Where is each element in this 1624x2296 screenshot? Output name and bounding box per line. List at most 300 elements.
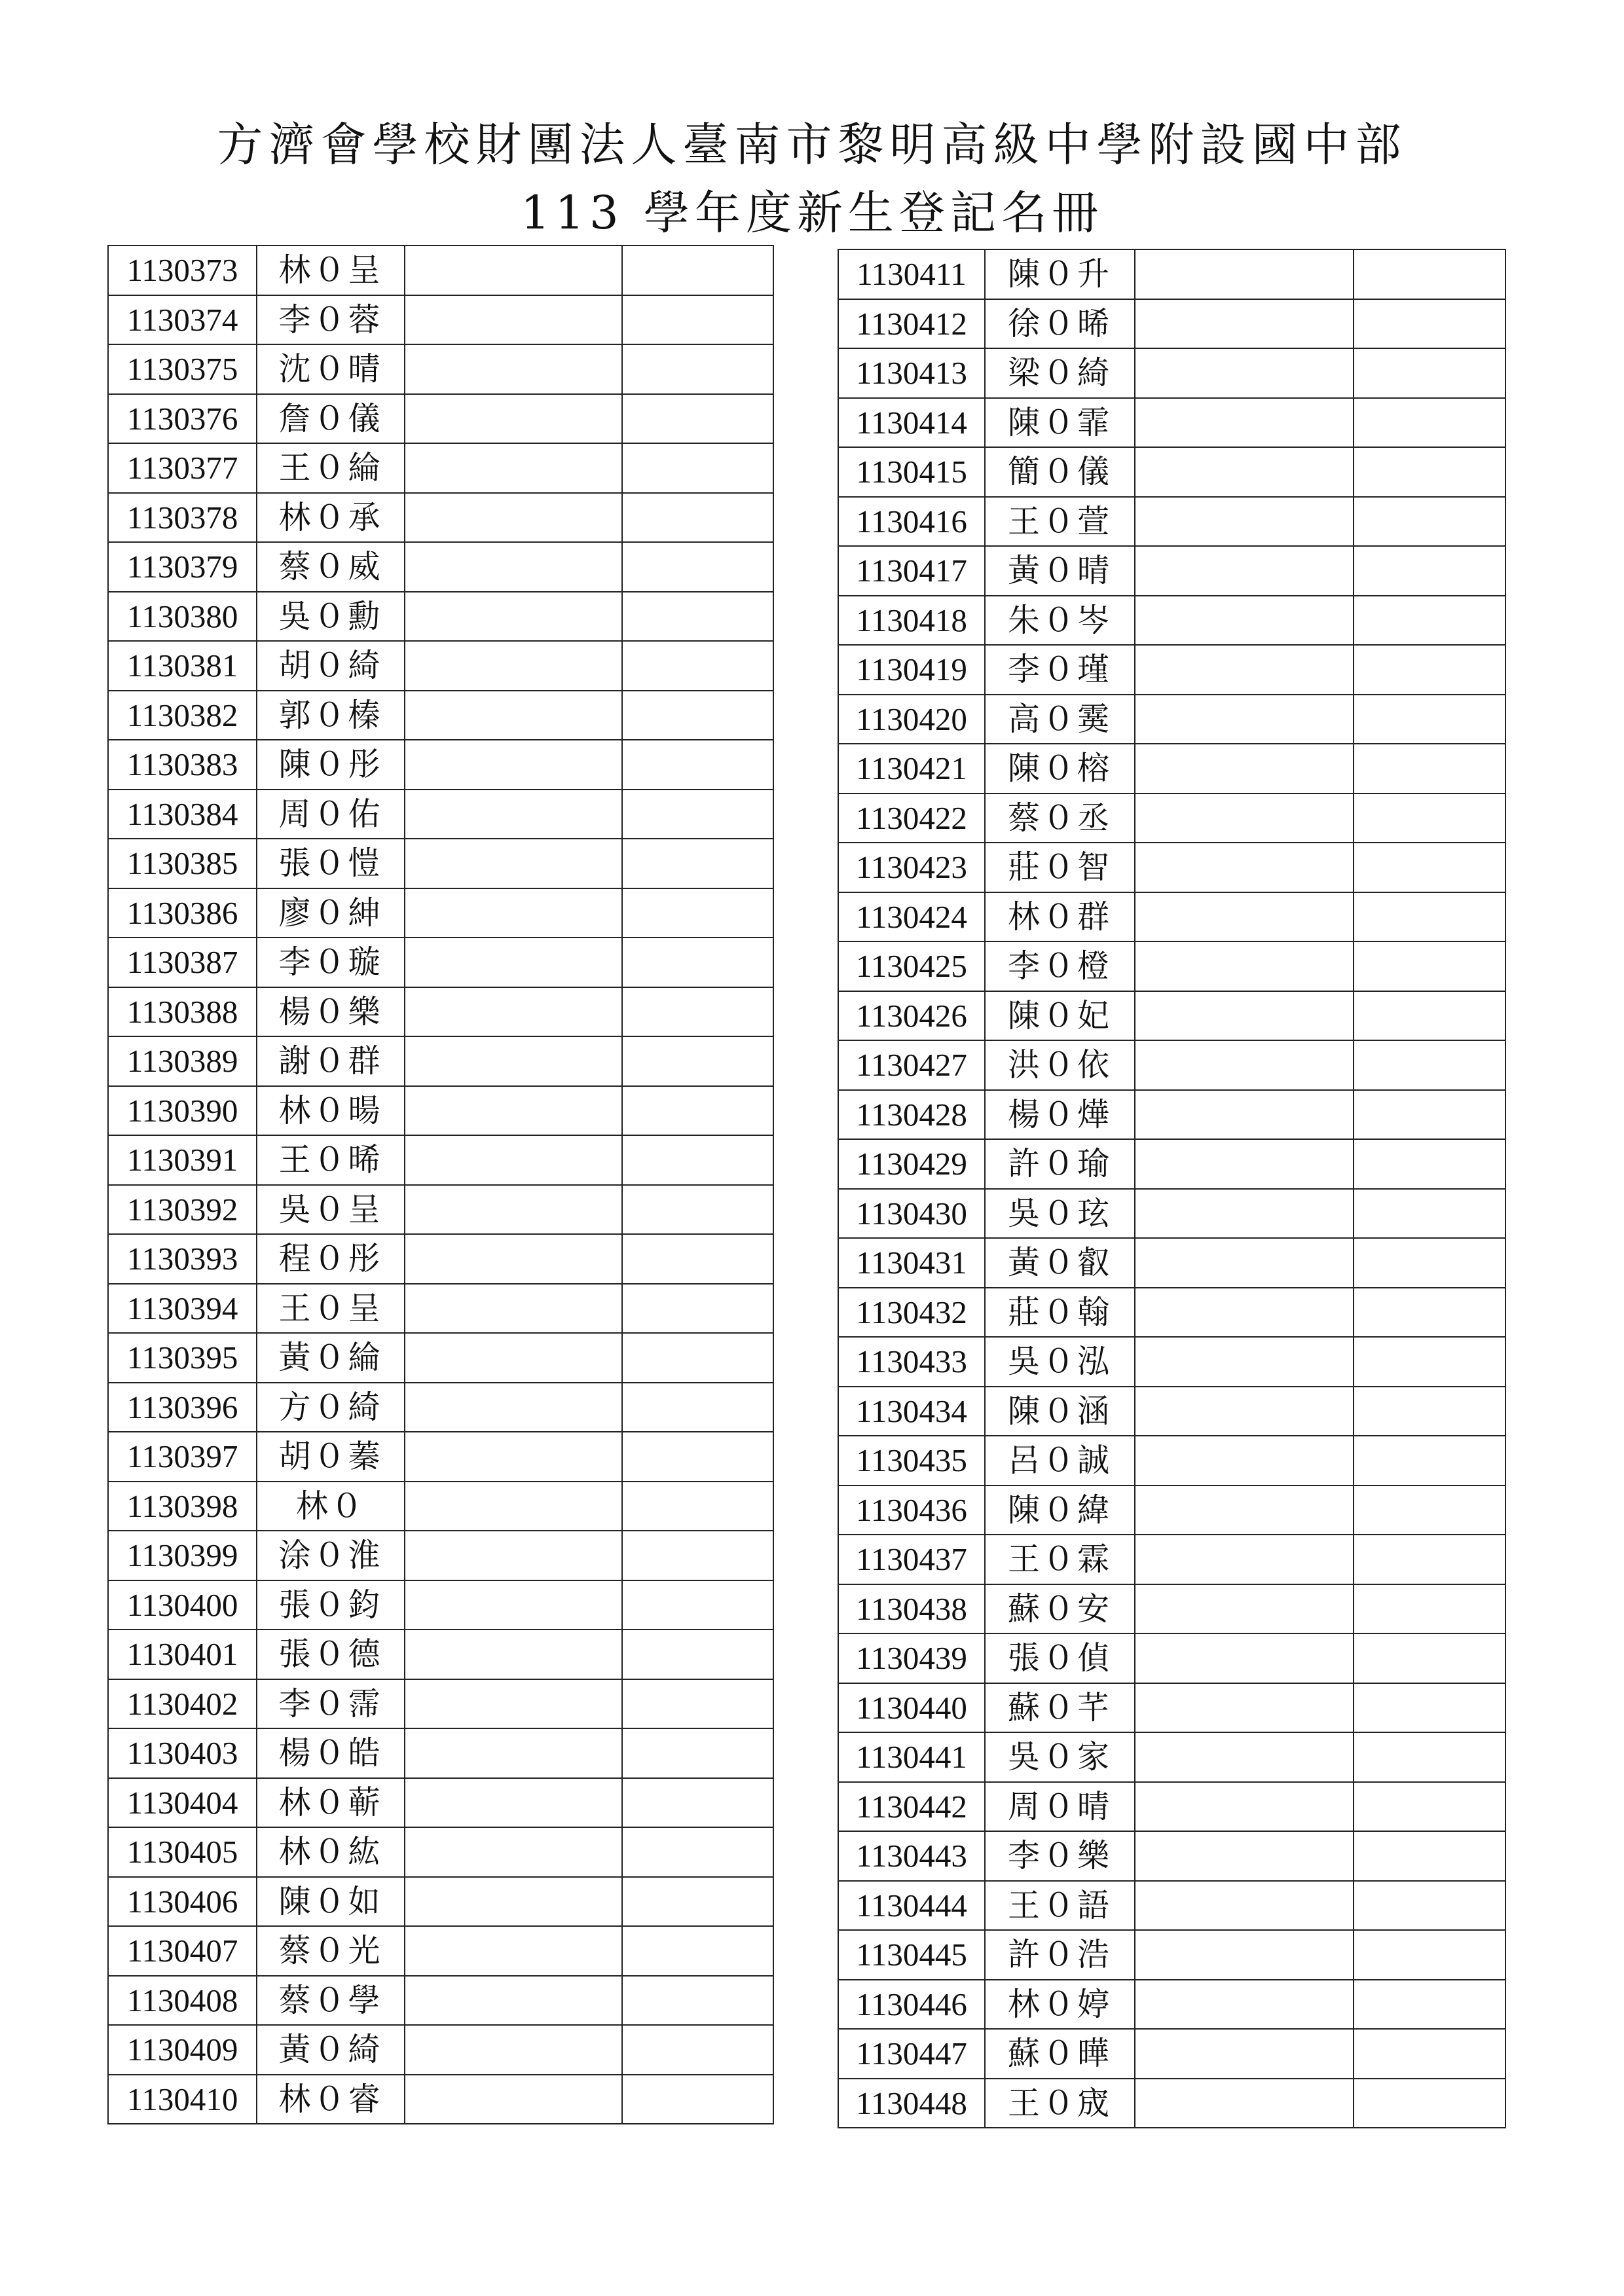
blank-cell: [1135, 546, 1354, 596]
blank-cell: [1354, 1881, 1505, 1931]
table-row: [838, 1732, 1505, 1782]
blank-cell: [622, 691, 773, 740]
student-id-cell: 1130433: [838, 1337, 985, 1387]
student-id-cell: 1130439: [838, 1633, 985, 1683]
student-id-cell: 1130445: [838, 1930, 985, 1980]
table-row: [108, 2075, 773, 2124]
student-id-cell: 1130434: [838, 1387, 985, 1436]
blank-cell: [405, 1284, 622, 1334]
blank-cell: [622, 246, 773, 295]
blank-cell: [1135, 398, 1354, 448]
student-name-cell: 呂０誠: [985, 1436, 1135, 1485]
roster-table-right: [838, 249, 1506, 2128]
student-id-cell: 1130390: [108, 1086, 257, 1136]
student-id-cell: 1130411: [838, 249, 985, 299]
blank-cell: [1354, 1288, 1505, 1338]
blank-cell: [1354, 1189, 1505, 1239]
blank-cell: [622, 888, 773, 938]
table-row: [838, 497, 1505, 547]
student-name-cell: 胡０綺: [257, 641, 405, 691]
student-name-cell: 蘇０曄: [985, 2029, 1135, 2079]
blank-cell: [622, 1432, 773, 1482]
table-row: [838, 1337, 1505, 1387]
student-name-cell: 王０萱: [985, 497, 1135, 547]
table-row: [108, 1333, 773, 1383]
table-row: [838, 1387, 1505, 1436]
student-id-cell: 1130376: [108, 394, 257, 444]
student-id-cell: 1130394: [108, 1284, 257, 1334]
student-name-cell: 吳０玹: [985, 1189, 1135, 1239]
table-row: [838, 1040, 1505, 1090]
table-row: [838, 398, 1505, 448]
table-row: [108, 1827, 773, 1877]
student-id-cell: 1130395: [108, 1333, 257, 1383]
student-name-cell: 楊０樂: [257, 987, 405, 1037]
table-row: [838, 1633, 1505, 1683]
student-name-cell: 王０語: [985, 1881, 1135, 1931]
blank-cell: [405, 295, 622, 345]
student-name-cell: 吳０泓: [985, 1337, 1135, 1387]
blank-cell: [622, 938, 773, 987]
table-row: [108, 888, 773, 938]
blank-cell: [1354, 1683, 1505, 1733]
blank-cell: [405, 938, 622, 987]
table-row: [108, 740, 773, 790]
student-id-cell: 1130383: [108, 740, 257, 790]
blank-cell: [622, 1531, 773, 1580]
blank-cell: [405, 1728, 622, 1778]
student-id-cell: 1130413: [838, 348, 985, 398]
student-name-cell: 謝０群: [257, 1036, 405, 1086]
blank-cell: [405, 1976, 622, 2026]
blank-cell: [1354, 1337, 1505, 1387]
student-id-cell: 1130399: [108, 1531, 257, 1580]
blank-cell: [1135, 299, 1354, 349]
student-id-cell: 1130393: [108, 1234, 257, 1284]
student-name-cell: 張０愷: [257, 839, 405, 888]
blank-cell: [622, 1827, 773, 1877]
blank-cell: [622, 1728, 773, 1778]
student-id-cell: 1130377: [108, 443, 257, 493]
table-row: [108, 691, 773, 740]
table-row: [838, 695, 1505, 744]
roster-table-left: [107, 245, 774, 2124]
table-row: [108, 592, 773, 642]
table-row: [108, 394, 773, 444]
student-id-cell: 1130391: [108, 1135, 257, 1185]
table-row: [108, 641, 773, 691]
blank-cell: [405, 1778, 622, 1828]
blank-cell: [1135, 348, 1354, 398]
blank-cell: [405, 888, 622, 938]
blank-cell: [405, 2075, 622, 2124]
blank-cell: [1354, 546, 1505, 596]
blank-cell: [1354, 1436, 1505, 1485]
table-row: [838, 249, 1505, 299]
blank-cell: [622, 1333, 773, 1383]
student-name-cell: 李０樂: [985, 1831, 1135, 1881]
student-id-cell: 1130373: [108, 246, 257, 295]
blank-cell: [622, 394, 773, 444]
student-id-cell: 1130437: [838, 1535, 985, 1584]
student-name-cell: 涂０淮: [257, 1531, 405, 1580]
blank-cell: [1135, 1831, 1354, 1881]
blank-cell: [1354, 892, 1505, 942]
student-name-cell: 張０偵: [985, 1633, 1135, 1683]
student-name-cell: 陳０妃: [985, 991, 1135, 1041]
student-name-cell: 陳０緯: [985, 1485, 1135, 1535]
blank-cell: [1354, 1930, 1505, 1980]
table-row: [838, 2029, 1505, 2079]
blank-cell: [622, 592, 773, 642]
student-name-cell: 林０群: [985, 892, 1135, 942]
blank-cell: [1135, 1189, 1354, 1239]
blank-cell: [1354, 447, 1505, 497]
student-id-cell: 1130417: [838, 546, 985, 596]
blank-cell: [1354, 1040, 1505, 1090]
blank-cell: [1354, 1732, 1505, 1782]
table-row: [838, 1782, 1505, 1832]
blank-cell: [405, 987, 622, 1037]
table-row: [838, 546, 1505, 596]
student-name-cell: 李０蓉: [257, 295, 405, 345]
student-id-cell: 1130416: [838, 497, 985, 547]
blank-cell: [622, 641, 773, 691]
student-name-cell: 張０德: [257, 1630, 405, 1679]
blank-cell: [622, 443, 773, 493]
student-id-cell: 1130406: [108, 1877, 257, 1927]
blank-cell: [1135, 1387, 1354, 1436]
table-row: [838, 1980, 1505, 2030]
table-row: [108, 1234, 773, 1284]
table-row: [108, 1976, 773, 2026]
student-id-cell: 1130408: [108, 1976, 257, 2026]
table-row: [838, 299, 1505, 349]
student-name-cell: 林０睿: [257, 2075, 405, 2124]
blank-cell: [1354, 1535, 1505, 1584]
student-name-cell: 李０瑾: [985, 645, 1135, 695]
student-name-cell: 陳０霏: [985, 398, 1135, 448]
blank-cell: [1354, 1090, 1505, 1140]
blank-cell: [1135, 1485, 1354, 1535]
blank-cell: [1354, 941, 1505, 991]
table-row: [108, 1531, 773, 1580]
blank-cell: [1354, 596, 1505, 646]
student-id-cell: 1130443: [838, 1831, 985, 1881]
student-id-cell: 1130397: [108, 1432, 257, 1482]
student-id-cell: 1130423: [838, 843, 985, 892]
blank-cell: [405, 592, 622, 642]
blank-cell: [1135, 1584, 1354, 1634]
table-row: [838, 1584, 1505, 1634]
blank-cell: [1354, 1238, 1505, 1288]
table-row: [838, 1189, 1505, 1239]
table-row: [108, 493, 773, 543]
student-id-cell: 1130440: [838, 1683, 985, 1733]
student-name-cell: 吳０呈: [257, 1185, 405, 1235]
student-name-cell: 莊０翰: [985, 1288, 1135, 1338]
blank-cell: [405, 1086, 622, 1136]
blank-cell: [1135, 1881, 1354, 1931]
blank-cell: [1135, 1090, 1354, 1140]
blank-cell: [1354, 1980, 1505, 2030]
blank-cell: [1135, 645, 1354, 695]
student-name-cell: 許０浩: [985, 1930, 1135, 1980]
table-row: [108, 1482, 773, 1531]
blank-cell: [1135, 1930, 1354, 1980]
student-id-cell: 1130378: [108, 493, 257, 543]
blank-cell: [1135, 497, 1354, 547]
table-row: [838, 1139, 1505, 1189]
table-row: [108, 987, 773, 1037]
table-row: [838, 1090, 1505, 1140]
student-id-cell: 1130409: [108, 2025, 257, 2075]
blank-cell: [622, 493, 773, 543]
student-id-cell: 1130441: [838, 1732, 985, 1782]
student-name-cell: 蘇０安: [985, 1584, 1135, 1634]
table-row: [838, 892, 1505, 942]
student-id-cell: 1130415: [838, 447, 985, 497]
blank-cell: [405, 1135, 622, 1185]
student-id-cell: 1130388: [108, 987, 257, 1037]
student-id-cell: 1130438: [838, 1584, 985, 1634]
blank-cell: [1354, 1831, 1505, 1881]
student-name-cell: 王０宬: [985, 2079, 1135, 2128]
student-id-cell: 1130448: [838, 2079, 985, 2128]
blank-cell: [622, 542, 773, 592]
table-row: [108, 938, 773, 987]
blank-cell: [405, 641, 622, 691]
blank-cell: [405, 1877, 622, 1927]
blank-cell: [1135, 695, 1354, 744]
table-row: [108, 1185, 773, 1235]
student-id-cell: 1130380: [108, 592, 257, 642]
student-name-cell: 楊０燁: [985, 1090, 1135, 1140]
blank-cell: [405, 1482, 622, 1531]
blank-cell: [405, 542, 622, 592]
blank-cell: [405, 1432, 622, 1482]
blank-cell: [1135, 1238, 1354, 1288]
table-row: [108, 1036, 773, 1086]
student-name-cell: 黃０綺: [257, 2025, 405, 2075]
student-name-cell: 周０佑: [257, 790, 405, 839]
table-row: [108, 1086, 773, 1136]
blank-cell: [1135, 2079, 1354, 2128]
blank-cell: [622, 344, 773, 394]
student-name-cell: 林０蕲: [257, 1778, 405, 1828]
student-name-cell: 廖０紳: [257, 888, 405, 938]
student-name-cell: 李０璇: [257, 938, 405, 987]
student-name-cell: 蔡０丞: [985, 793, 1135, 843]
student-id-cell: 1130387: [108, 938, 257, 987]
student-id-cell: 1130436: [838, 1485, 985, 1535]
blank-cell: [1135, 1040, 1354, 1090]
table-row: [108, 1926, 773, 1976]
blank-cell: [622, 2025, 773, 2075]
blank-cell: [1354, 2079, 1505, 2128]
roster-table-right-body: [838, 249, 1505, 2128]
table-row: [838, 1288, 1505, 1338]
table-row: [838, 1831, 1505, 1881]
student-id-cell: 1130396: [108, 1383, 257, 1432]
student-name-cell: 黃０晴: [985, 546, 1135, 596]
table-row: [838, 793, 1505, 843]
student-name-cell: 王０呈: [257, 1284, 405, 1334]
student-id-cell: 1130386: [108, 888, 257, 938]
blank-cell: [1354, 645, 1505, 695]
student-id-cell: 1130425: [838, 941, 985, 991]
student-name-cell: 程０彤: [257, 1234, 405, 1284]
student-id-cell: 1130392: [108, 1185, 257, 1235]
blank-cell: [622, 1976, 773, 2026]
table-row: [838, 1485, 1505, 1535]
table-row: [838, 744, 1505, 793]
blank-cell: [1135, 744, 1354, 793]
blank-cell: [1354, 299, 1505, 349]
blank-cell: [1135, 793, 1354, 843]
blank-cell: [405, 1383, 622, 1432]
table-row: [108, 2025, 773, 2075]
blank-cell: [1354, 793, 1505, 843]
student-name-cell: 詹０儀: [257, 394, 405, 444]
table-row: [838, 596, 1505, 646]
blank-cell: [622, 987, 773, 1037]
blank-cell: [405, 1630, 622, 1679]
blank-cell: [622, 1679, 773, 1729]
student-name-cell: 王０霖: [985, 1535, 1135, 1584]
student-name-cell: 方０綺: [257, 1383, 405, 1432]
blank-cell: [1354, 1387, 1505, 1436]
blank-cell: [1354, 1633, 1505, 1683]
table-row: [108, 790, 773, 839]
student-name-cell: 洪０依: [985, 1040, 1135, 1090]
student-name-cell: 李０霈: [257, 1679, 405, 1729]
student-id-cell: 1130435: [838, 1436, 985, 1485]
student-id-cell: 1130426: [838, 991, 985, 1041]
student-name-cell: 陳０彤: [257, 740, 405, 790]
student-id-cell: 1130447: [838, 2029, 985, 2079]
blank-cell: [405, 691, 622, 740]
blank-cell: [622, 1482, 773, 1531]
table-row: [838, 843, 1505, 892]
blank-cell: [1354, 1485, 1505, 1535]
table-row: [838, 447, 1505, 497]
student-name-cell: 楊０皓: [257, 1728, 405, 1778]
student-id-cell: 1130414: [838, 398, 985, 448]
student-id-cell: 1130429: [838, 1139, 985, 1189]
student-id-cell: 1130427: [838, 1040, 985, 1090]
blank-cell: [622, 1135, 773, 1185]
table-row: [838, 1535, 1505, 1584]
table-row: [108, 1728, 773, 1778]
blank-cell: [1135, 1535, 1354, 1584]
table-row: [838, 1930, 1505, 1980]
student-id-cell: 1130431: [838, 1238, 985, 1288]
blank-cell: [622, 839, 773, 888]
student-name-cell: 胡０蓁: [257, 1432, 405, 1482]
table-row: [108, 246, 773, 295]
table-row: [838, 1881, 1505, 1931]
blank-cell: [405, 839, 622, 888]
blank-cell: [1135, 892, 1354, 942]
document-subtitle: 113 學年度新生登記名冊: [521, 186, 1103, 240]
student-id-cell: 1130375: [108, 344, 257, 394]
student-id-cell: 1130418: [838, 596, 985, 646]
student-name-cell: 李０橙: [985, 941, 1135, 991]
table-row: [108, 1630, 773, 1679]
blank-cell: [1354, 991, 1505, 1041]
blank-cell: [622, 1036, 773, 1086]
blank-cell: [622, 295, 773, 345]
blank-cell: [405, 1531, 622, 1580]
student-name-cell: 梁０綺: [985, 348, 1135, 398]
student-id-cell: 1130432: [838, 1288, 985, 1338]
student-id-cell: 1130422: [838, 793, 985, 843]
student-name-cell: 蔡０光: [257, 1926, 405, 1976]
table-row: [838, 1238, 1505, 1288]
blank-cell: [622, 1580, 773, 1630]
table-row: [108, 542, 773, 592]
blank-cell: [622, 1778, 773, 1828]
student-id-cell: 1130398: [108, 1482, 257, 1531]
student-id-cell: 1130442: [838, 1782, 985, 1832]
blank-cell: [1135, 1337, 1354, 1387]
blank-cell: [405, 344, 622, 394]
student-name-cell: 黃０綸: [257, 1333, 405, 1383]
roster-table-left-body: [108, 246, 773, 2124]
blank-cell: [1354, 497, 1505, 547]
student-name-cell: 林０承: [257, 493, 405, 543]
student-name-cell: 吳０家: [985, 1732, 1135, 1782]
student-id-cell: 1130404: [108, 1778, 257, 1828]
table-row: [108, 1284, 773, 1334]
table-row: [108, 1778, 773, 1828]
table-row: [108, 1383, 773, 1432]
student-id-cell: 1130407: [108, 1926, 257, 1976]
blank-cell: [1135, 1980, 1354, 2030]
blank-cell: [405, 443, 622, 493]
student-name-cell: 郭０榛: [257, 691, 405, 740]
blank-cell: [622, 1086, 773, 1136]
blank-cell: [622, 790, 773, 839]
student-name-cell: 蔡０學: [257, 1976, 405, 2026]
student-name-cell: 林０婷: [985, 1980, 1135, 2030]
blank-cell: [1135, 1683, 1354, 1733]
blank-cell: [405, 1185, 622, 1235]
student-id-cell: 1130400: [108, 1580, 257, 1630]
table-row: [108, 344, 773, 394]
student-id-cell: 1130403: [108, 1728, 257, 1778]
blank-cell: [622, 1185, 773, 1235]
student-name-cell: 朱０岑: [985, 596, 1135, 646]
blank-cell: [405, 790, 622, 839]
table-row: [108, 1432, 773, 1482]
blank-cell: [622, 1877, 773, 1927]
blank-cell: [1354, 695, 1505, 744]
student-name-cell: 莊０智: [985, 843, 1135, 892]
student-name-cell: 陳０榕: [985, 744, 1135, 793]
student-name-cell: 蔡０威: [257, 542, 405, 592]
student-name-cell: 林０暘: [257, 1086, 405, 1136]
student-id-cell: 1130374: [108, 295, 257, 345]
blank-cell: [1354, 2029, 1505, 2079]
student-id-cell: 1130420: [838, 695, 985, 744]
blank-cell: [1354, 348, 1505, 398]
student-id-cell: 1130389: [108, 1036, 257, 1086]
student-name-cell: 蘇０芊: [985, 1683, 1135, 1733]
blank-cell: [622, 1383, 773, 1432]
student-name-cell: 高０霙: [985, 695, 1135, 744]
